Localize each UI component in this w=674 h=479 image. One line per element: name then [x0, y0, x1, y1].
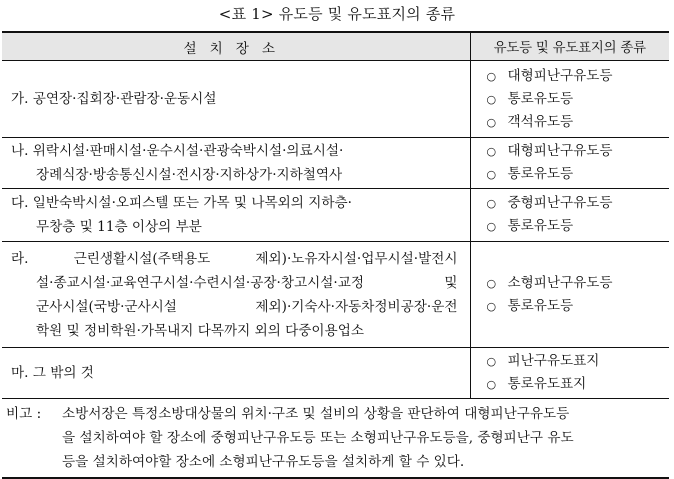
table-note-row	[2, 399, 669, 479]
location-line: 학원 및 정비학원·가목내지 다목까지 외의 다중이용업소	[36, 322, 364, 339]
type-item: ○ 대형피난구유도등	[487, 65, 670, 88]
types-cell	[470, 138, 669, 189]
type-item: ○ 통로유도등	[487, 295, 670, 318]
type-item: ○ 통로유도등	[487, 163, 670, 186]
type-item: ○ 중형피난구유도등	[487, 192, 670, 215]
header-types: 유도등 및 유도표지의 종류	[470, 32, 669, 61]
types-cell	[470, 189, 669, 242]
table-row	[2, 138, 669, 189]
type-item: ○ 피난구유도표지	[487, 350, 670, 373]
table-row	[2, 348, 669, 399]
location-line: 마. 그 밖의 것	[11, 365, 94, 381]
note-line: 등을 설치하여야할 장소에 소형피난구유도등을 설치하게 할 수 있다.	[62, 454, 465, 470]
type-item: ○ 통로유도등	[487, 215, 670, 238]
location-cell	[2, 242, 470, 348]
circle-bullet-icon: ○	[486, 220, 497, 233]
location-line: 다. 일반숙박시설·오피스텔 또는 가목 및 나목외의 지하층·	[11, 195, 352, 211]
location-line: 설·종교시설·교육연구시설·수련시설·공장·창고시설·교정 및	[36, 274, 458, 291]
location-line: 무창층 및 11층 이상의 부분	[36, 219, 202, 235]
location-cell	[2, 189, 470, 242]
type-item: ○ 객석유도등	[487, 111, 670, 134]
circle-bullet-icon: ○	[486, 276, 497, 290]
circle-bullet-icon: ○	[486, 197, 497, 210]
guidance-light-table	[2, 31, 669, 479]
table-row	[2, 61, 669, 138]
location-cell	[2, 348, 470, 399]
location-line: 장례식장·방송통신시설·전시장·지하상가·지하철역사	[36, 167, 343, 183]
circle-bullet-icon: ○	[486, 92, 497, 106]
type-item: ○ 대형피난구유도등	[487, 140, 670, 163]
location-cell	[2, 61, 470, 138]
table-row	[2, 189, 669, 242]
table-header-row	[2, 32, 669, 61]
location-line: 라. 근린생활시설(주택용도 제외)·노유자시설·업무시설·발전시	[11, 250, 458, 267]
header-location: 설치장소	[2, 32, 470, 61]
circle-bullet-icon: ○	[486, 168, 497, 181]
location-line: 가. 공연장·집회장·관람장·운동시설	[11, 91, 217, 107]
types-cell	[470, 61, 669, 138]
note-label: 비고 :	[6, 406, 42, 422]
location-cell	[2, 138, 470, 189]
note-cell	[2, 399, 669, 479]
circle-bullet-icon: ○	[486, 115, 497, 129]
note-line: 을 설치하여야 할 장소에 중형피난구유도등 또는 소형피난구유도등을, 중형피난구 유도	[62, 430, 574, 446]
type-item: ○ 통로유도표지	[487, 373, 670, 396]
location-line: 나. 위락시설·판매시설·운수시설·관광숙박시설·의료시설·	[11, 143, 344, 159]
type-item: ○ 통로유도등	[487, 88, 670, 111]
location-line: 군사시설(국방·군사시설 제외)·기숙사·자동차정비공장·운전	[36, 298, 458, 315]
circle-bullet-icon: ○	[486, 69, 497, 83]
circle-bullet-icon: ○	[486, 355, 497, 368]
circle-bullet-icon: ○	[486, 378, 497, 391]
circle-bullet-icon: ○	[486, 299, 497, 313]
types-cell	[470, 348, 669, 399]
type-item: ○ 소형피난구유도등	[487, 272, 670, 295]
table-row	[2, 242, 669, 348]
circle-bullet-icon: ○	[486, 145, 497, 158]
table-caption: <표 1> 유도등 및 유도표지의 종류	[218, 5, 456, 23]
types-cell	[470, 242, 669, 348]
note-line: 소방서장은 특정소방대상물의 위치·구조 및 설비의 상황을 판단하여 대형피난구유도등	[62, 406, 570, 422]
